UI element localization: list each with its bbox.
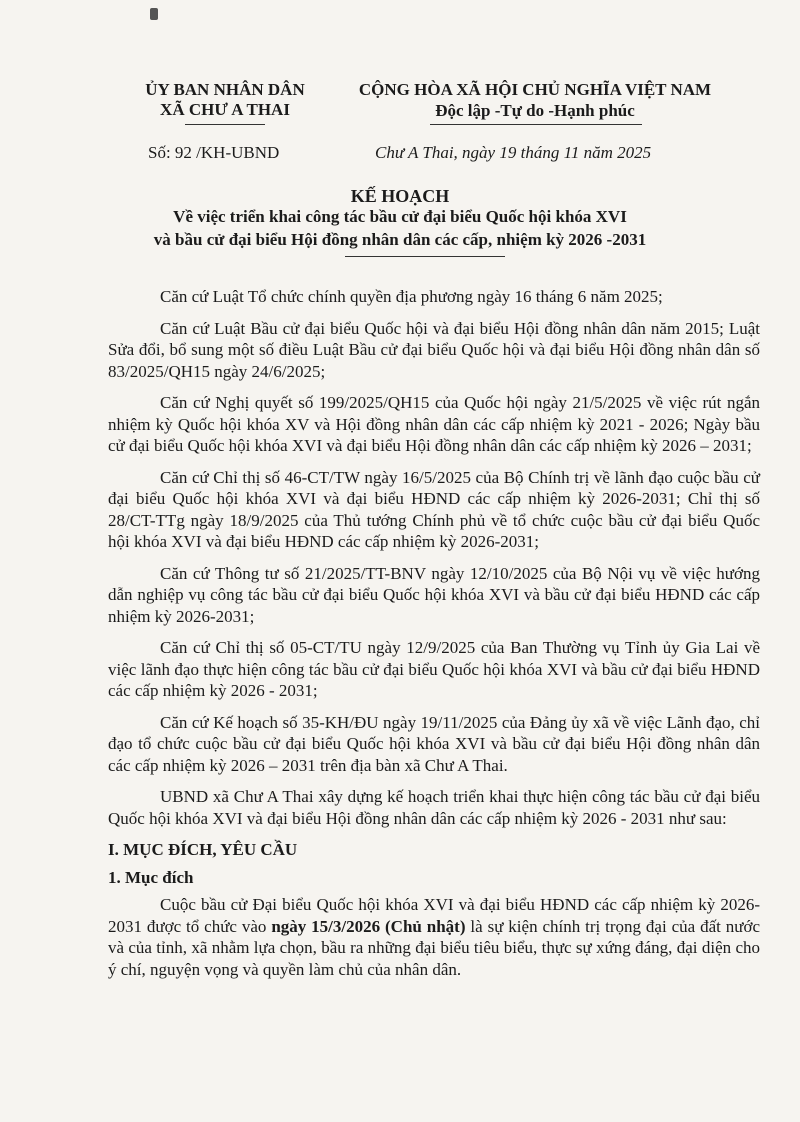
paragraph-purpose bbox=[108, 894, 760, 980]
document-body bbox=[108, 286, 760, 990]
motto-underline bbox=[430, 124, 642, 125]
paragraph-legal-basis-3: Căn cứ Nghị quyết số 199/2025/QH15 của Quốc hội ngày 21/5/2025 về việc rút ngắn nhiệm kỳ Quốc hội khóa XV và Hội đồng nhân dân các cấp nhiệm kỳ 2021 - 2026; Ngày bầu cử đại biểu Quốc hội khóa XVI và đại biểu Hội đồng nhân dân các cấp nhiệm kỳ 2026 – 2031; bbox=[108, 393, 760, 455]
paragraph-legal-basis-5: Căn cứ Thông tư số 21/2025/TT-BNV ngày 12/10/2025 của Bộ Nội vụ về việc hướng dẫn nghiệp vụ công tác bầu cử đại biểu Quốc hội khóa XVI và bầu cử đại biểu HĐND các cấp nhiệm kỳ 2026-2031; bbox=[108, 563, 760, 626]
title-underline bbox=[345, 256, 505, 257]
national-title: CỘNG HÒA XÃ HỘI CHỦ NGHĨA VIỆT NAM bbox=[358, 80, 712, 99]
document-title: KẾ HOẠCH bbox=[350, 186, 450, 206]
scan-mark bbox=[150, 8, 158, 20]
document-subtitle-line2: và bầu cử đại biểu Hội đồng nhân dân các cấp, nhiệm kỳ 2026 -2031 bbox=[153, 230, 647, 249]
org-name-line1: ỦY BAN NHÂN DÂN bbox=[145, 80, 305, 99]
section-heading-1: I. MỤC ĐÍCH, YÊU CẦU bbox=[108, 840, 298, 859]
document-subtitle-line1: Về việc triển khai công tác bầu cử đại biểu Quốc hội khóa XVI bbox=[173, 207, 627, 226]
paragraph-legal-basis-7: Căn cứ Kế hoạch số 35-KH/ĐU ngày 19/11/2025 của Đảng ủy xã về việc Lãnh đạo, chỉ đạo tổ chức cuộc bầu cử đại biểu Quốc hội khóa XVI và bầu cử đại biểu Hội đồng nhân dân các cấp nhiệm kỳ 2026 – 2031 trên địa bàn xã Chư A Thai. bbox=[108, 712, 760, 775]
paragraph-legal-basis-1: Căn cứ Luật Tổ chức chính quyền địa phương ngày 16 tháng 6 năm 2025; bbox=[160, 287, 663, 306]
paragraph-intro: UBND xã Chư A Thai xây dựng kế hoạch triển khai thực hiện công tác bầu cử đại biểu Quốc hội khóa XVI và đại biểu Hội đồng nhân dân các cấp nhiệm kỳ 2026 - 2031 như sau: bbox=[108, 787, 760, 828]
election-date: ngày 15/3/2026 (Chủ nhật) bbox=[271, 916, 466, 936]
national-motto: Độc lập -Tự do -Hạnh phúc bbox=[435, 101, 635, 120]
paragraph-legal-basis-2: Căn cứ Luật Bầu cử đại biểu Quốc hội và đại biểu Hội đồng nhân dân năm 2015; Luật Sửa đổi, bổ sung một số điều Luật Bầu cử đại biểu Quốc hội và đại biểu Hội đồng nhân dân số 83/2025/QH15 ngày 24/6/2025; bbox=[108, 318, 760, 381]
org-name-line2: XÃ CHƯ A THAI bbox=[160, 100, 290, 119]
paragraph-legal-basis-4: Căn cứ Chỉ thị số 46-CT/TW ngày 16/5/2025 của Bộ Chính trị về lãnh đạo cuộc bầu cử đại biểu Quốc hội khóa XVI và đại biểu HĐND các cấp nhiệm kỳ 2026-2031; Chỉ thị số 28/CT-TTg ngày 18/9/2025 của Thủ tướng Chính phủ về tổ chức cuộc bầu cử đại biểu Quốc hội khóa XVI và đại biểu HĐND các cấp nhiệm kỳ 2026-2031; bbox=[108, 467, 760, 551]
document-date: Chư A Thai, ngày 19 tháng 11 năm 2025 bbox=[375, 143, 652, 162]
purpose-text-end: là sự kiện chính trị trọng đại của đất nước và của tỉnh, xã nhằm lựa chọn, bầu ra những đại biểu tiêu biểu, thực sự xứng đáng, đại diện cho ý chí, nguyện vọng và quyền làm chủ của nhân dân. bbox=[108, 916, 761, 979]
purpose-text-start: Cuộc bầu cử Đại biểu Quốc hội khóa XVI và đại biểu HĐND các cấp nhiệm kỳ 2026-2031 được tổ chức vào bbox=[108, 895, 760, 936]
subsection-heading-1: 1. Mục đích bbox=[108, 867, 194, 887]
org-underline bbox=[185, 124, 265, 125]
paragraph-legal-basis-6: Căn cứ Chỉ thị số 05-CT/TU ngày 12/9/2025 của Ban Thường vụ Tỉnh ủy Gia Lai về việc lãnh đạo thực hiện công tác bầu cử đại biểu Quốc hội khóa XVI và bầu cử đại biểu HĐND các cấp nhiệm kỳ 2026 - 2031; bbox=[108, 638, 760, 700]
document-number: Số: 92 /KH-UBND bbox=[148, 143, 280, 162]
